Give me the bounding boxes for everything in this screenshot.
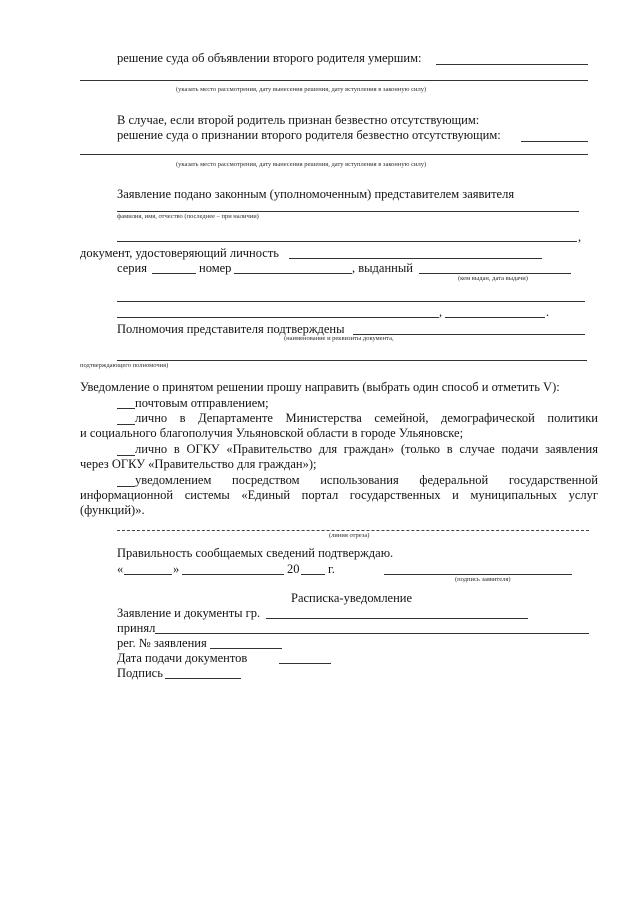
issued-field[interactable] (419, 273, 571, 274)
id-document-field[interactable] (289, 258, 542, 259)
notification-heading: Уведомление о принятом решении прошу направить (выбрать один способ и отметить V): (80, 380, 560, 394)
option-portal-line2: информационной системы «Единый портал государственных и муниципальных услуг (80, 488, 598, 502)
issued-label: , выданный (352, 261, 413, 275)
option-mfc-line1: лично в ОГКУ «Правительство для граждан» (только в случае подачи заявления (135, 442, 598, 456)
option-portal-line3: (функций)». (80, 503, 145, 517)
missing-parent-intro: В случае, если второй родитель признан безвестно отсутствующим: (117, 113, 480, 127)
option-portal-checkbox[interactable] (117, 486, 135, 487)
issued-date-field[interactable] (445, 317, 545, 318)
receipt-title: Расписка-уведомление (291, 591, 413, 605)
representative-fio-note: фамилия, имя, отчество (последнее – при наличии) (117, 213, 259, 220)
receipt-date-label: Дата подачи документов (117, 651, 248, 665)
court-decision-missing-note: (указать место рассмотрения, дату вынесения решения, дату вступления в законную силу) (176, 161, 427, 168)
receipt-sign-label: Подпись (117, 666, 163, 680)
option-department-line1: лично в Департаменте Министерства семейной, демографической политики (135, 411, 598, 425)
receipt-reg-field[interactable] (210, 648, 282, 649)
date-month-field[interactable] (182, 574, 284, 575)
receipt-accepted-label: принял (117, 621, 156, 635)
representative-fio-field[interactable] (117, 211, 579, 212)
comma2: , (439, 305, 443, 319)
date-quote-close: » (173, 562, 180, 576)
applicant-signature-note: (подпись заявителя) (455, 576, 511, 583)
series-label: серия (117, 261, 147, 275)
comma: , (578, 230, 582, 244)
series-field[interactable] (152, 273, 196, 274)
authority-field-line2[interactable] (117, 360, 587, 361)
option-portal-line1: уведомлением посредством использования федеральной государственной (135, 473, 598, 487)
receipt-docs-label: Заявление и документы гр. (117, 606, 261, 620)
court-decision-missing-field[interactable] (521, 141, 588, 142)
issued-field-line3[interactable] (117, 317, 439, 318)
court-decision-dead-label: решение суда об объявлении второго родителя умершим: (117, 51, 422, 65)
authority-note: (наименование и реквизиты документа, (284, 335, 394, 342)
option-post-label: почтовым отправлением; (135, 396, 269, 410)
court-decision-dead-note: (указать место рассмотрения, дату вынесения решения, дату вступления в законную силу) (176, 86, 427, 93)
receipt-docs-field[interactable] (266, 618, 528, 619)
date-quote-open: « (117, 562, 124, 576)
date-year-field[interactable] (301, 574, 325, 575)
authority-note2: подтверждающего полномочия) (80, 362, 169, 369)
cut-line (117, 530, 589, 531)
receipt-date-field[interactable] (279, 663, 331, 664)
court-decision-dead-field[interactable] (436, 64, 588, 65)
option-post-checkbox[interactable] (117, 408, 135, 409)
receipt-accepted-field[interactable] (155, 633, 589, 634)
applicant-signature-field[interactable] (384, 574, 572, 575)
receipt-sign-field[interactable] (165, 678, 241, 679)
date-year-prefix: 20 (287, 562, 300, 576)
receipt-reg-label: рег. № заявления (117, 636, 207, 650)
issued-note: (кем выдан, дата выдачи) (458, 275, 528, 282)
dot: . (546, 305, 550, 319)
confirm-text: Правильность сообщаемых сведений подтверждаю. (117, 546, 394, 560)
court-decision-dead-field-line2[interactable] (80, 80, 588, 81)
representative-fio-field-line2[interactable] (117, 241, 577, 242)
court-decision-missing-field-line2[interactable] (80, 154, 588, 155)
option-department-checkbox[interactable] (117, 424, 135, 425)
cut-line-note: (линия отреза) (329, 532, 370, 539)
number-field[interactable] (234, 273, 352, 274)
number-label: номер (199, 261, 232, 275)
option-mfc-checkbox[interactable] (117, 455, 135, 456)
id-document-label: документ, удостоверяющий личность (80, 246, 280, 260)
authority-label: Полномочия представителя подтверждены (117, 322, 345, 336)
option-department-line2: и социального благополучия Ульяновской области в городе Ульяновске; (80, 426, 464, 440)
option-mfc-line2: через ОГКУ «Правительство для граждан»); (80, 457, 317, 471)
date-g: г. (328, 562, 335, 576)
representative-heading: Заявление подано законным (уполномоченным) представителем заявителя (117, 187, 515, 201)
court-decision-missing-label: решение суда о признании второго родителя безвестно отсутствующим: (117, 128, 501, 142)
date-day-field[interactable] (124, 574, 172, 575)
issued-field-line2[interactable] (117, 301, 585, 302)
